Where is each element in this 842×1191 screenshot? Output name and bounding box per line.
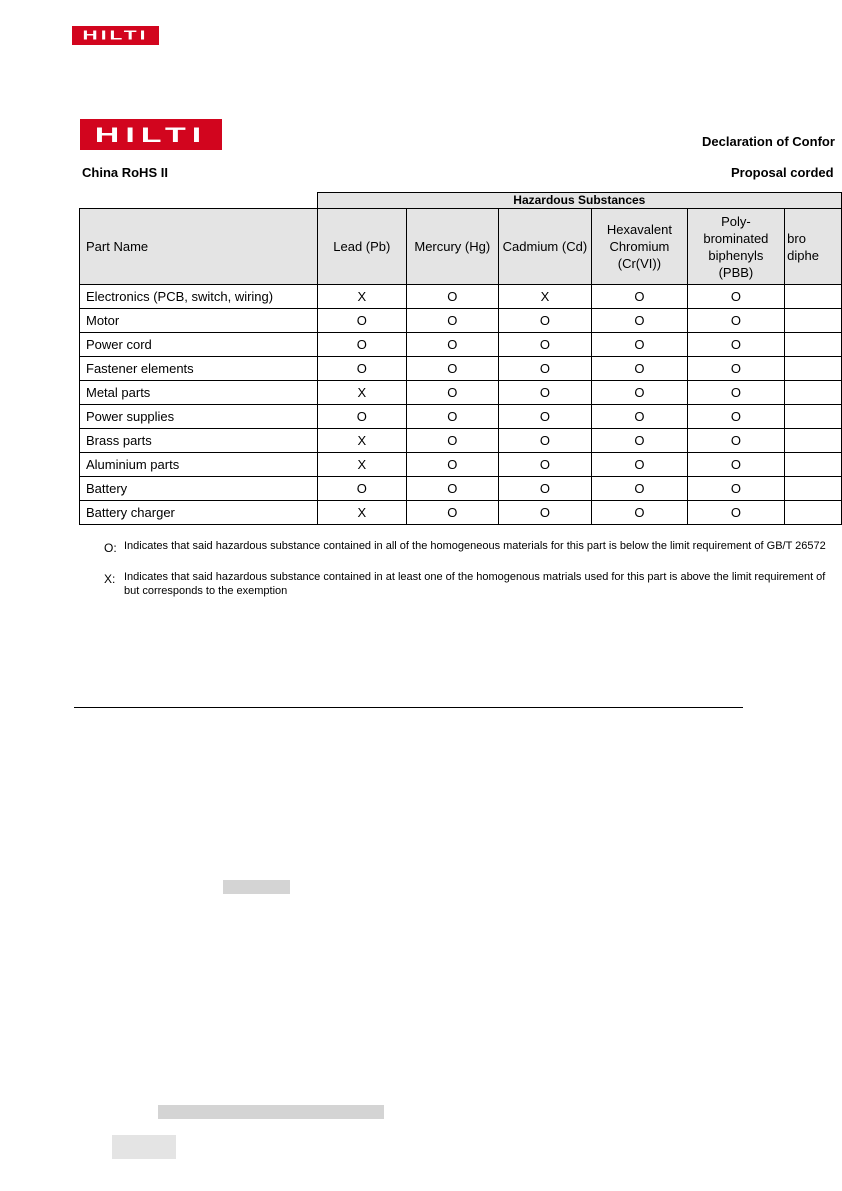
substance-cell: O	[592, 501, 687, 525]
table-row	[80, 477, 842, 501]
substance-cell-cut	[785, 453, 842, 477]
substance-cell: O	[317, 357, 406, 381]
product-label: Proposal corded	[731, 165, 834, 180]
part-name-cell: Electronics (PCB, switch, wiring)	[80, 285, 318, 309]
substance-cell: O	[317, 333, 406, 357]
substance-cell: O	[592, 333, 687, 357]
substance-cell: O	[687, 381, 784, 405]
substance-cell: O	[406, 477, 498, 501]
substance-cell: O	[687, 501, 784, 525]
part-name-cell: Motor	[80, 309, 318, 333]
substance-cell: O	[406, 309, 498, 333]
table-row	[80, 429, 842, 453]
col-header-mercury: Mercury (Hg)	[406, 209, 498, 285]
table-row	[80, 309, 842, 333]
substance-cell: O	[592, 381, 687, 405]
part-name-cell: Brass parts	[80, 429, 318, 453]
substance-cell-cut	[785, 405, 842, 429]
substance-cell-cut	[785, 285, 842, 309]
col-header-pbb: Poly-brominated biphenyls (PBB)	[687, 209, 784, 285]
substance-cell: O	[406, 429, 498, 453]
substance-cell: O	[687, 309, 784, 333]
substance-cell-cut	[785, 357, 842, 381]
substance-cell: O	[498, 357, 592, 381]
horizontal-rule	[74, 707, 743, 708]
substance-cell-cut	[785, 309, 842, 333]
part-name-cell: Power supplies	[80, 405, 318, 429]
substance-cell: O	[687, 285, 784, 309]
legend-x-text-cont: but corresponds to the exemption	[124, 585, 288, 597]
substance-cell: O	[592, 309, 687, 333]
substance-cell: O	[406, 405, 498, 429]
part-name-cell: Fastener elements	[80, 357, 318, 381]
col-header-cadmium: Cadmium (Cd)	[498, 209, 592, 285]
legend-o-text: Indicates that said hazardous substance contained in all of the homogeneous materials for this part is below the limit requirement of GB/T 26572	[124, 540, 826, 552]
redacted-block	[223, 880, 290, 894]
part-name-cell: Metal parts	[80, 381, 318, 405]
substance-cell: O	[317, 405, 406, 429]
substance-cell: O	[406, 333, 498, 357]
substance-cell: O	[317, 477, 406, 501]
substance-cell: O	[498, 429, 592, 453]
declaration-hilti-logo: HILTI	[80, 119, 222, 150]
group-header: Hazardous Substances	[317, 193, 841, 209]
substance-cell: O	[687, 477, 784, 501]
substance-cell-cut	[785, 381, 842, 405]
substance-cell: X	[498, 285, 592, 309]
substance-cell: X	[317, 453, 406, 477]
substance-cell: X	[317, 429, 406, 453]
substance-cell-cut	[785, 501, 842, 525]
substance-cell: O	[406, 501, 498, 525]
hazardous-substances-table	[79, 192, 842, 525]
substance-cell: O	[592, 477, 687, 501]
col-header-pbde: bro diphe	[785, 209, 842, 285]
col-header-lead: Lead (Pb)	[317, 209, 406, 285]
substance-cell: X	[317, 501, 406, 525]
substance-cell: O	[498, 453, 592, 477]
table-row	[80, 453, 842, 477]
table-row	[80, 381, 842, 405]
declaration-title: Declaration of Confor	[702, 134, 835, 149]
substance-cell: O	[406, 381, 498, 405]
substance-cell: O	[687, 429, 784, 453]
substance-cell: O	[498, 333, 592, 357]
substance-cell: O	[498, 309, 592, 333]
substance-cell-cut	[785, 429, 842, 453]
regulation-label: China RoHS II	[82, 165, 168, 180]
legend-x-text: Indicates that said hazardous substance contained in at least one of the homogenous matrials used for this part is above the limit requirement of	[124, 571, 826, 583]
redacted-block	[112, 1135, 176, 1159]
substance-cell: O	[687, 357, 784, 381]
col-header-part-name: Part Name	[80, 209, 318, 285]
substance-cell: O	[406, 453, 498, 477]
substance-cell: O	[592, 285, 687, 309]
substance-cell: X	[317, 285, 406, 309]
legend-o-symbol: O:	[104, 541, 117, 555]
substance-cell: O	[592, 453, 687, 477]
table-row	[80, 405, 842, 429]
part-name-cell: Power cord	[80, 333, 318, 357]
substance-cell: O	[406, 285, 498, 309]
substance-cell: O	[687, 333, 784, 357]
substance-cell: O	[592, 357, 687, 381]
table-row	[80, 333, 842, 357]
substance-cell: O	[317, 309, 406, 333]
substance-cell-cut	[785, 477, 842, 501]
hilti-logo: HILTI	[72, 26, 159, 45]
substance-cell: O	[498, 405, 592, 429]
substance-cell: O	[406, 357, 498, 381]
table-row	[80, 501, 842, 525]
col-header-chromium: Hexavalent Chromium (Cr(VI))	[592, 209, 687, 285]
substance-cell: O	[498, 381, 592, 405]
table-row	[80, 285, 842, 309]
table-row	[80, 357, 842, 381]
part-name-cell: Aluminium parts	[80, 453, 318, 477]
substance-cell: O	[687, 453, 784, 477]
legend-x-symbol: X:	[104, 572, 116, 586]
substance-cell: O	[498, 501, 592, 525]
substance-cell: O	[592, 429, 687, 453]
substance-cell: O	[592, 405, 687, 429]
substance-cell-cut	[785, 333, 842, 357]
substance-cell: X	[317, 381, 406, 405]
redacted-block	[158, 1105, 384, 1119]
table-corner	[80, 193, 318, 209]
part-name-cell: Battery	[80, 477, 318, 501]
substance-cell: O	[687, 405, 784, 429]
part-name-cell: Battery charger	[80, 501, 318, 525]
substance-cell: O	[498, 477, 592, 501]
